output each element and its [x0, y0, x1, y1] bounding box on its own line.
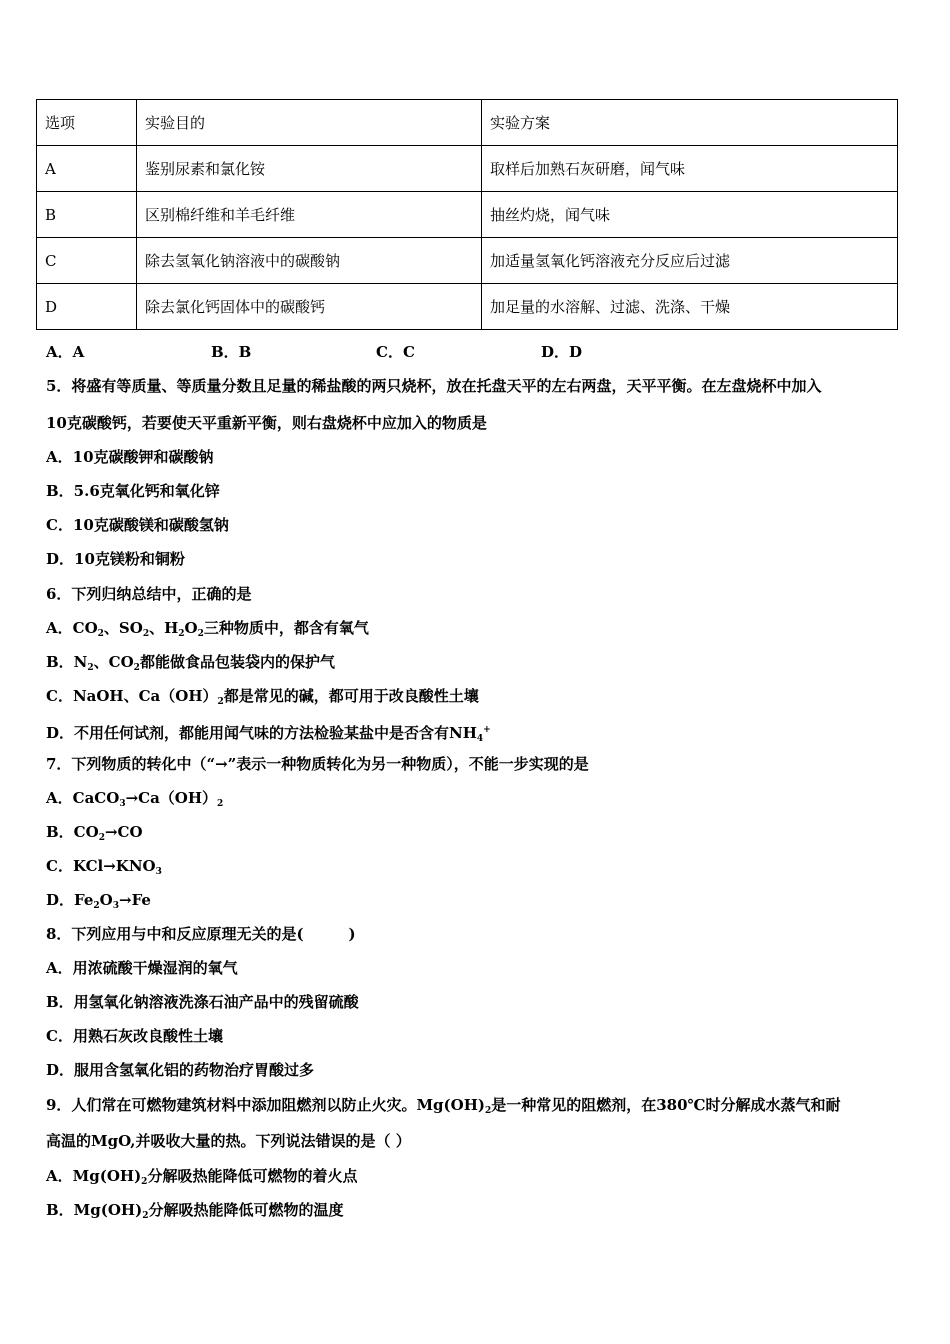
table-cell: 除去氯化钙固体中的碳酸钙	[137, 284, 482, 330]
q6-stem: 6．下列归纳总结中，正确的是	[46, 585, 252, 603]
q5-option-b: B．5.6克氧化钙和氧化锌	[46, 482, 220, 500]
q8-option-a: A．用浓硫酸干燥湿润的氧气	[46, 959, 238, 977]
table-row	[37, 146, 898, 192]
q5-stem-line1: 5．将盛有等质量、等质量分数且足量的稀盐酸的两只烧杯，放在托盘天平的左右两盘，天平平衡。在左盘烧杯中加入	[46, 377, 822, 395]
table-row	[37, 192, 898, 238]
q9-stem-line2: 高温的MgO,并吸收大量的热。下列说法错误的是（ ）	[46, 1132, 411, 1150]
q9-stem-line1: 9．人们常在可燃物建筑材料中添加阻燃剂以防止火灾。$Mg(OH)_2$是一种常见的阻燃剂，在380℃时分解成水蒸气和耐	[46, 1096, 841, 1116]
q9-option-a: A．$Mg(OH)_2$分解吸热能降低可燃物的着火点	[46, 1167, 358, 1187]
q8-option-d: D．服用含氢氧化铝的药物治疗胃酸过多	[46, 1061, 315, 1079]
table-cell: D	[37, 284, 137, 330]
q4-options	[46, 342, 706, 362]
q6-option-c: C．NaOH、$Ca(OH)_2$都是常见的碱，都可用于改良酸性土壤	[46, 687, 479, 707]
q6-option-a: A．$CO_2$、$SO_2$、$H_2O_2$三种物质中，都含有氧气	[46, 619, 369, 639]
q5-option-d: D．10克镁粉和铜粉	[46, 550, 185, 568]
table-cell: 加足量的水溶解、过滤、洗涤、干燥	[482, 284, 898, 330]
table-header-row	[37, 100, 898, 146]
table-row	[37, 238, 898, 284]
q7-option-b: B．$CO_2\to CO$	[46, 823, 143, 843]
q6-option-b: B．$N_2$、$CO_2$都能做食品包装袋内的保护气	[46, 653, 335, 673]
q8-option-c: C．用熟石灰改良酸性土壤	[46, 1027, 223, 1045]
q5-option-a: A．10克碳酸钾和碳酸钠	[46, 448, 214, 466]
q9-option-b: B．$Mg(OH)_2$分解吸热能降低可燃物的温度	[46, 1201, 344, 1221]
experiment-table	[36, 99, 898, 330]
table-row	[37, 284, 898, 330]
q5-stem-line2: 10克碳酸钙，若要使天平重新平衡，则右盘烧杯中应加入的物质是	[46, 414, 487, 432]
table-cell: 取样后加熟石灰研磨，闻气味	[482, 146, 898, 192]
q7-stem: 7．下列物质的转化中（“→”表示一种物质转化为另一种物质），不能一步实现的是	[46, 755, 589, 773]
table-cell: 除去氢氧化钠溶液中的碳酸钠	[137, 238, 482, 284]
table-cell: 区别棉纤维和羊毛纤维	[137, 192, 482, 238]
table-cell: 鉴别尿素和氯化铵	[137, 146, 482, 192]
q4-option-b: B．B	[211, 343, 252, 361]
q4-option-d: D．D	[541, 343, 583, 361]
q4-option-c: C．C	[376, 343, 415, 361]
q7-option-a: A．$CaCO_3\to Ca(OH)_2$	[46, 789, 224, 809]
q7-option-d: D．$Fe_2O_3\to Fe$	[46, 891, 151, 911]
table-cell: C	[37, 238, 137, 284]
table-cell: A	[37, 146, 137, 192]
q6-option-d: D．不用任何试剂，都能用闻气味的方法检验某盐中是否含有$NH_4^+$	[46, 724, 491, 744]
table-header-cell: 实验目的	[137, 100, 482, 146]
q7-option-c: C．$KCl\to KNO_3$	[46, 857, 162, 877]
table-header-cell: 选项	[37, 100, 137, 146]
table-cell: 加适量氢氧化钙溶液充分反应后过滤	[482, 238, 898, 284]
q8-option-b: B．用氢氧化钠溶液洗涤石油产品中的残留硫酸	[46, 993, 359, 1011]
q5-option-c: C．10克碳酸镁和碳酸氢钠	[46, 516, 229, 534]
q4-option-a: A．A	[46, 343, 85, 361]
q8-stem: 8．下列应用与中和反应原理无关的是( )	[46, 925, 356, 943]
table-cell: 抽丝灼烧，闻气味	[482, 192, 898, 238]
table-header-cell: 实验方案	[482, 100, 898, 146]
table-cell: B	[37, 192, 137, 238]
